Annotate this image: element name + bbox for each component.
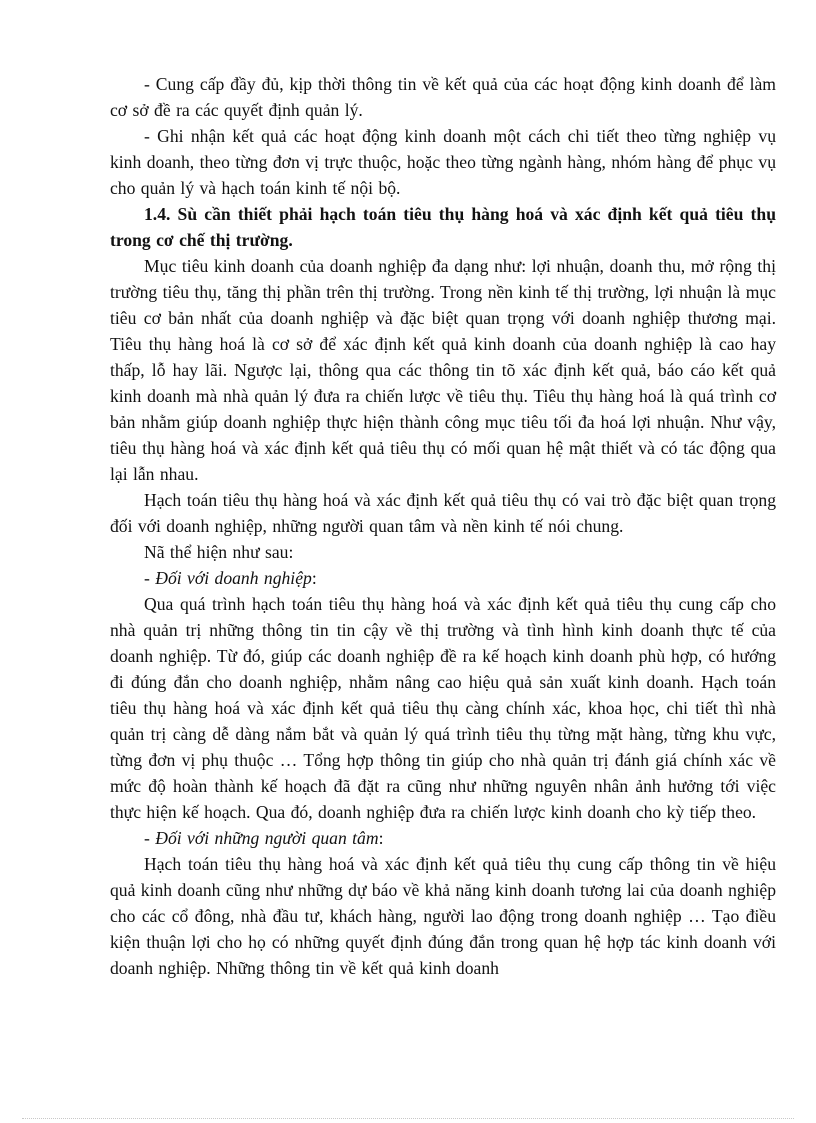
paragraph-shown-as-follows: Nã thể hiện như sau: — [144, 542, 294, 562]
subheading-for-stakeholders-colon: : — [378, 828, 384, 848]
paragraph-bullet-record-results: - Ghi nhận kết quả các hoạt động kinh doanh một cách chi tiết theo từng nghiệp vụ kinh doanh, theo từng đơn vị trực thuộc, hoặc theo từng ngành hàng, nhóm hàng để phục vụ cho quản lý và hạch toán kinh tế nội bộ. — [110, 126, 776, 198]
subheading-for-enterprise-label: - Đối với doanh nghiệp — [144, 568, 312, 588]
subheading-for-stakeholders — [110, 825, 776, 851]
paragraph-enterprise-benefits: Qua quá trình hạch toán tiêu thụ hàng hoá và xác định kết quả tiêu thụ cung cấp cho nhà quản trị những thông tin tin cậy về thị trường và tình hình kinh doanh thực tế của doanh nghiệp. Từ đó, giúp các doanh nghiệp đề ra kế hoạch kinh doanh phù hợp, có hướng đi đúng đắn cho doanh nghiệp, nhằm nâng cao hiệu quả sản xuất kinh doanh. Hạch toán tiêu thụ hàng hoá và xác định kết quả tiêu thụ càng chính xác, khoa học, chi tiết thì nhà quản trị càng dễ dàng nắm bắt và quản lý quá trình tiêu thụ từng mặt hàng, từng khu vực, từng đơn vị phụ thuộc … Tổng hợp thông tin giúp cho nhà quản trị đánh giá chính xác về mức độ hoàn thành kế hoạch đã đặt ra cũng như những nguyên nhân ảnh hưởng tới việc thực hiện kế hoạch. Qua đó, doanh nghiệp đưa ra chiến lược kinh doanh cho kỳ tiếp theo. — [110, 594, 776, 822]
page-bottom-divider — [22, 1118, 794, 1119]
subheading-for-enterprise-colon: : — [311, 568, 317, 588]
paragraph-accounting-role: Hạch toán tiêu thụ hàng hoá và xác định kết quả tiêu thụ có vai trò đặc biệt quan trọng đối với doanh nghiệp, những người quan tâm và nền kinh tế nói chung. — [110, 490, 776, 536]
subheading-for-stakeholders-label: - Đối với những người quan tâm — [144, 828, 379, 848]
paragraph-stakeholder-benefits: Hạch toán tiêu thụ hàng hoá và xác định kết quả tiêu thụ cung cấp thông tin về hiệu quả kinh doanh cũng như những dự báo về khả năng kinh doanh tương lai của doanh nghiệp cho các cổ đông, nhà đầu tư, khách hàng, người lao động trong doanh nghiệp … Tạo điều kiện thuận lợi cho họ có những quyết định đúng đắn trong quan hệ hợp tác kinh doanh với doanh nghiệp. Những thông tin về kết quả kinh doanh — [110, 854, 776, 978]
section-heading-1-4: 1.4. Sù cần thiết phải hạch toán tiêu thụ hàng hoá và xác định kết quả tiêu thụ trong cơ chế thị trường. — [110, 204, 776, 250]
subheading-for-enterprise — [110, 565, 776, 591]
paragraph-business-goals: Mục tiêu kinh doanh của doanh nghiệp đa dạng như: lợi nhuận, doanh thu, mở rộng thị trường tiêu thụ, tăng thị phần trên thị trường. Trong nền kinh tế thị trường, lợi nhuận là mục tiêu cơ bản nhất của doanh nghiệp và đặc biệt quan trọng với doanh nghiệp thương mại. Tiêu thụ hàng hoá là cơ sở để xác định kết quả kinh doanh của doanh nghiệp là cao hay thấp, lỗ hay lãi. Ngược lại, thông qua các thông tin tõ xác định kết quả, báo cáo kết quả kinh doanh mà nhà quản lý đưa ra chiến lược về tiêu thụ. Tiêu thụ hàng hoá là quá trình cơ bản nhằm giúp doanh nghiệp thực hiện thành công mục tiêu tối đa hoá lợi nhuận. Như vậy, tiêu thụ hàng hoá và xác định kết quả tiêu thụ có mối quan hệ mật thiết và có tác động qua lại lẫn nhau. — [110, 256, 776, 484]
paragraph-bullet-information: - Cung cấp đầy đủ, kịp thời thông tin về kết quả của các hoạt động kinh doanh để làm cơ sở đề ra các quyết định quản lý. — [110, 74, 776, 120]
